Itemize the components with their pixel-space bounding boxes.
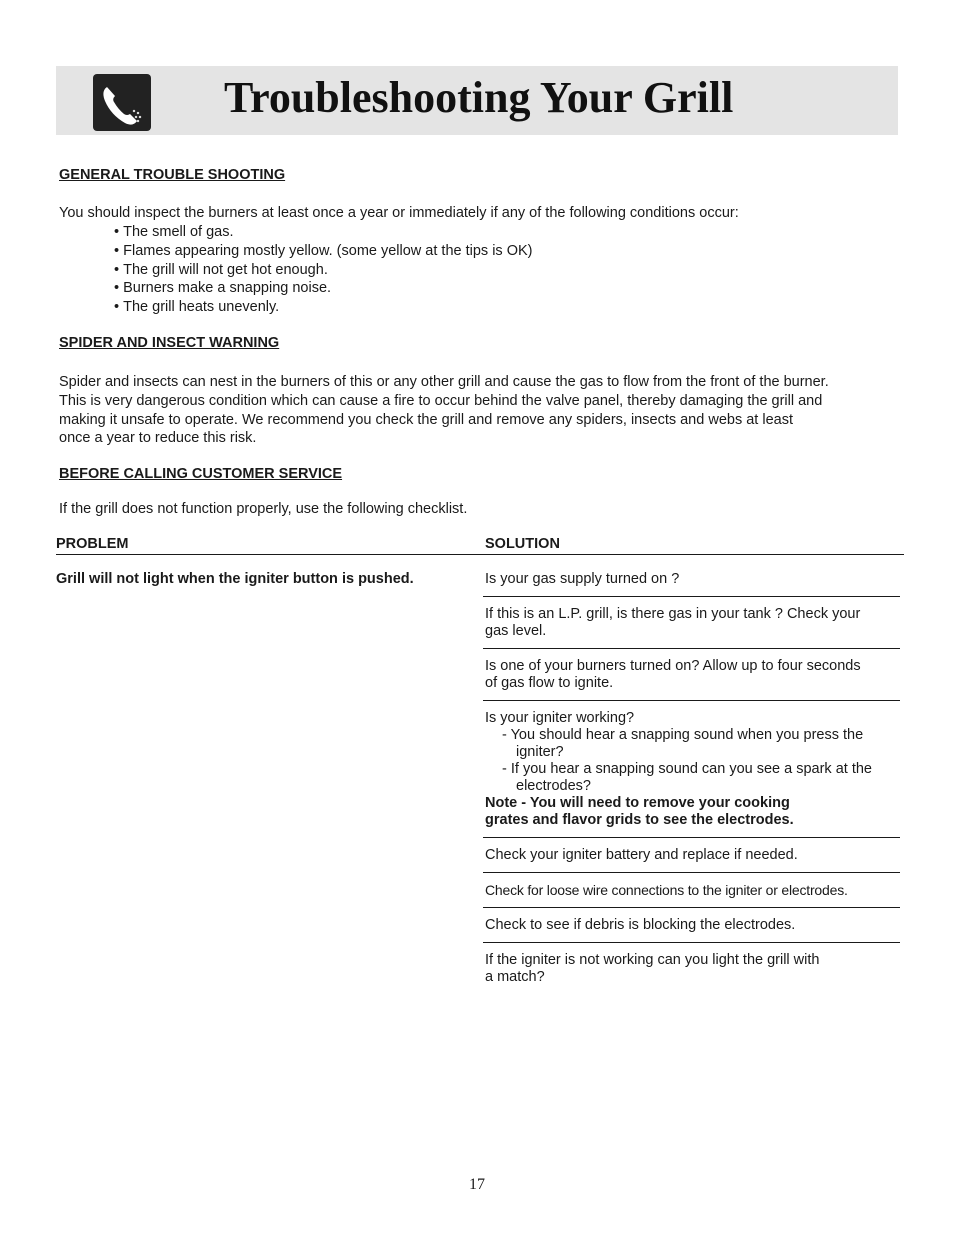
list-item: • The grill heats unevenly. [114, 298, 533, 317]
phone-icon [93, 74, 151, 131]
solution-line: If the igniter is not working can you light the grill with [485, 952, 820, 968]
solution-item [483, 649, 900, 701]
page-title: Troubleshooting Your Grill [224, 73, 734, 122]
spider-warning-text [59, 373, 829, 448]
problem-column-header: PROBLEM [56, 536, 129, 552]
solution-item [483, 701, 900, 838]
solution-item [483, 943, 900, 994]
text-line: once a year to reduce this risk. [59, 430, 257, 447]
solution-column-header: SOLUTION [485, 536, 560, 552]
page-number: 17 [469, 1176, 485, 1193]
solution-subpoint: - You should hear a snapping sound when you press the igniter? [502, 727, 864, 760]
table-header-rule [56, 554, 904, 555]
checklist-intro: If the grill does not function properly, use the following checklist. [59, 501, 468, 517]
solution-line: Check to see if debris is blocking the electrodes. [485, 917, 796, 933]
list-item: • The grill will not get hot enough. [114, 261, 533, 280]
solution-line: Is one of your burners turned on? Allow up to four seconds [485, 658, 861, 674]
text-line: Spider and insects can nest in the burners of this or any other grill and cause the gas to flow from the front of the burner. [59, 374, 829, 390]
solution-line: gas level. [485, 623, 547, 639]
before-calling-heading: BEFORE CALLING CUSTOMER SERVICE [59, 466, 343, 482]
solution-note: grates and flavor grids to see the electrodes. [485, 812, 794, 828]
list-item: • Burners make a snapping noise. [114, 279, 533, 298]
solution-item [483, 838, 900, 873]
problem-cell: Grill will not light when the igniter button is pushed. [56, 571, 414, 587]
spider-warning-heading: SPIDER AND INSECT WARNING [59, 335, 280, 351]
solution-line: Check for loose wire connections to the igniter or electrodes. [485, 882, 848, 898]
list-item: • Flames appearing mostly yellow. (some yellow at the tips is OK) [114, 242, 533, 261]
solution-list [483, 562, 900, 994]
general-troubleshooting-heading: GENERAL TROUBLE SHOOTING [59, 167, 286, 183]
solution-item [483, 908, 900, 943]
solution-line: of gas flow to ignite. [485, 675, 614, 691]
list-item: • The smell of gas. [114, 223, 533, 242]
solution-line: If this is an L.P. grill, is there gas in your tank ? Check your [485, 606, 861, 622]
general-intro: You should inspect the burners at least once a year or immediately if any of the following conditions occur: [59, 205, 739, 221]
solution-item [483, 597, 900, 649]
solution-note: Note - You will need to remove your cooking [485, 795, 790, 811]
solution-item [483, 873, 900, 908]
solution-item [483, 562, 900, 597]
solution-line: Is your gas supply turned on ? [485, 571, 680, 587]
solution-line: a match? [485, 969, 545, 985]
solution-subpoint: - If you hear a snapping sound can you see a spark at the electrodes? [502, 761, 872, 794]
text-line: This is very dangerous condition which can cause a fire to occur behind the valve panel, thereby damaging the grill and [59, 392, 823, 409]
conditions-list [114, 223, 533, 317]
text-line: making it unsafe to operate. We recommend you check the grill and remove any spiders, insects and webs at least [59, 411, 793, 428]
solution-line: Check your igniter battery and replace if needed. [485, 847, 798, 863]
solution-line: Is your igniter working? [485, 710, 635, 726]
